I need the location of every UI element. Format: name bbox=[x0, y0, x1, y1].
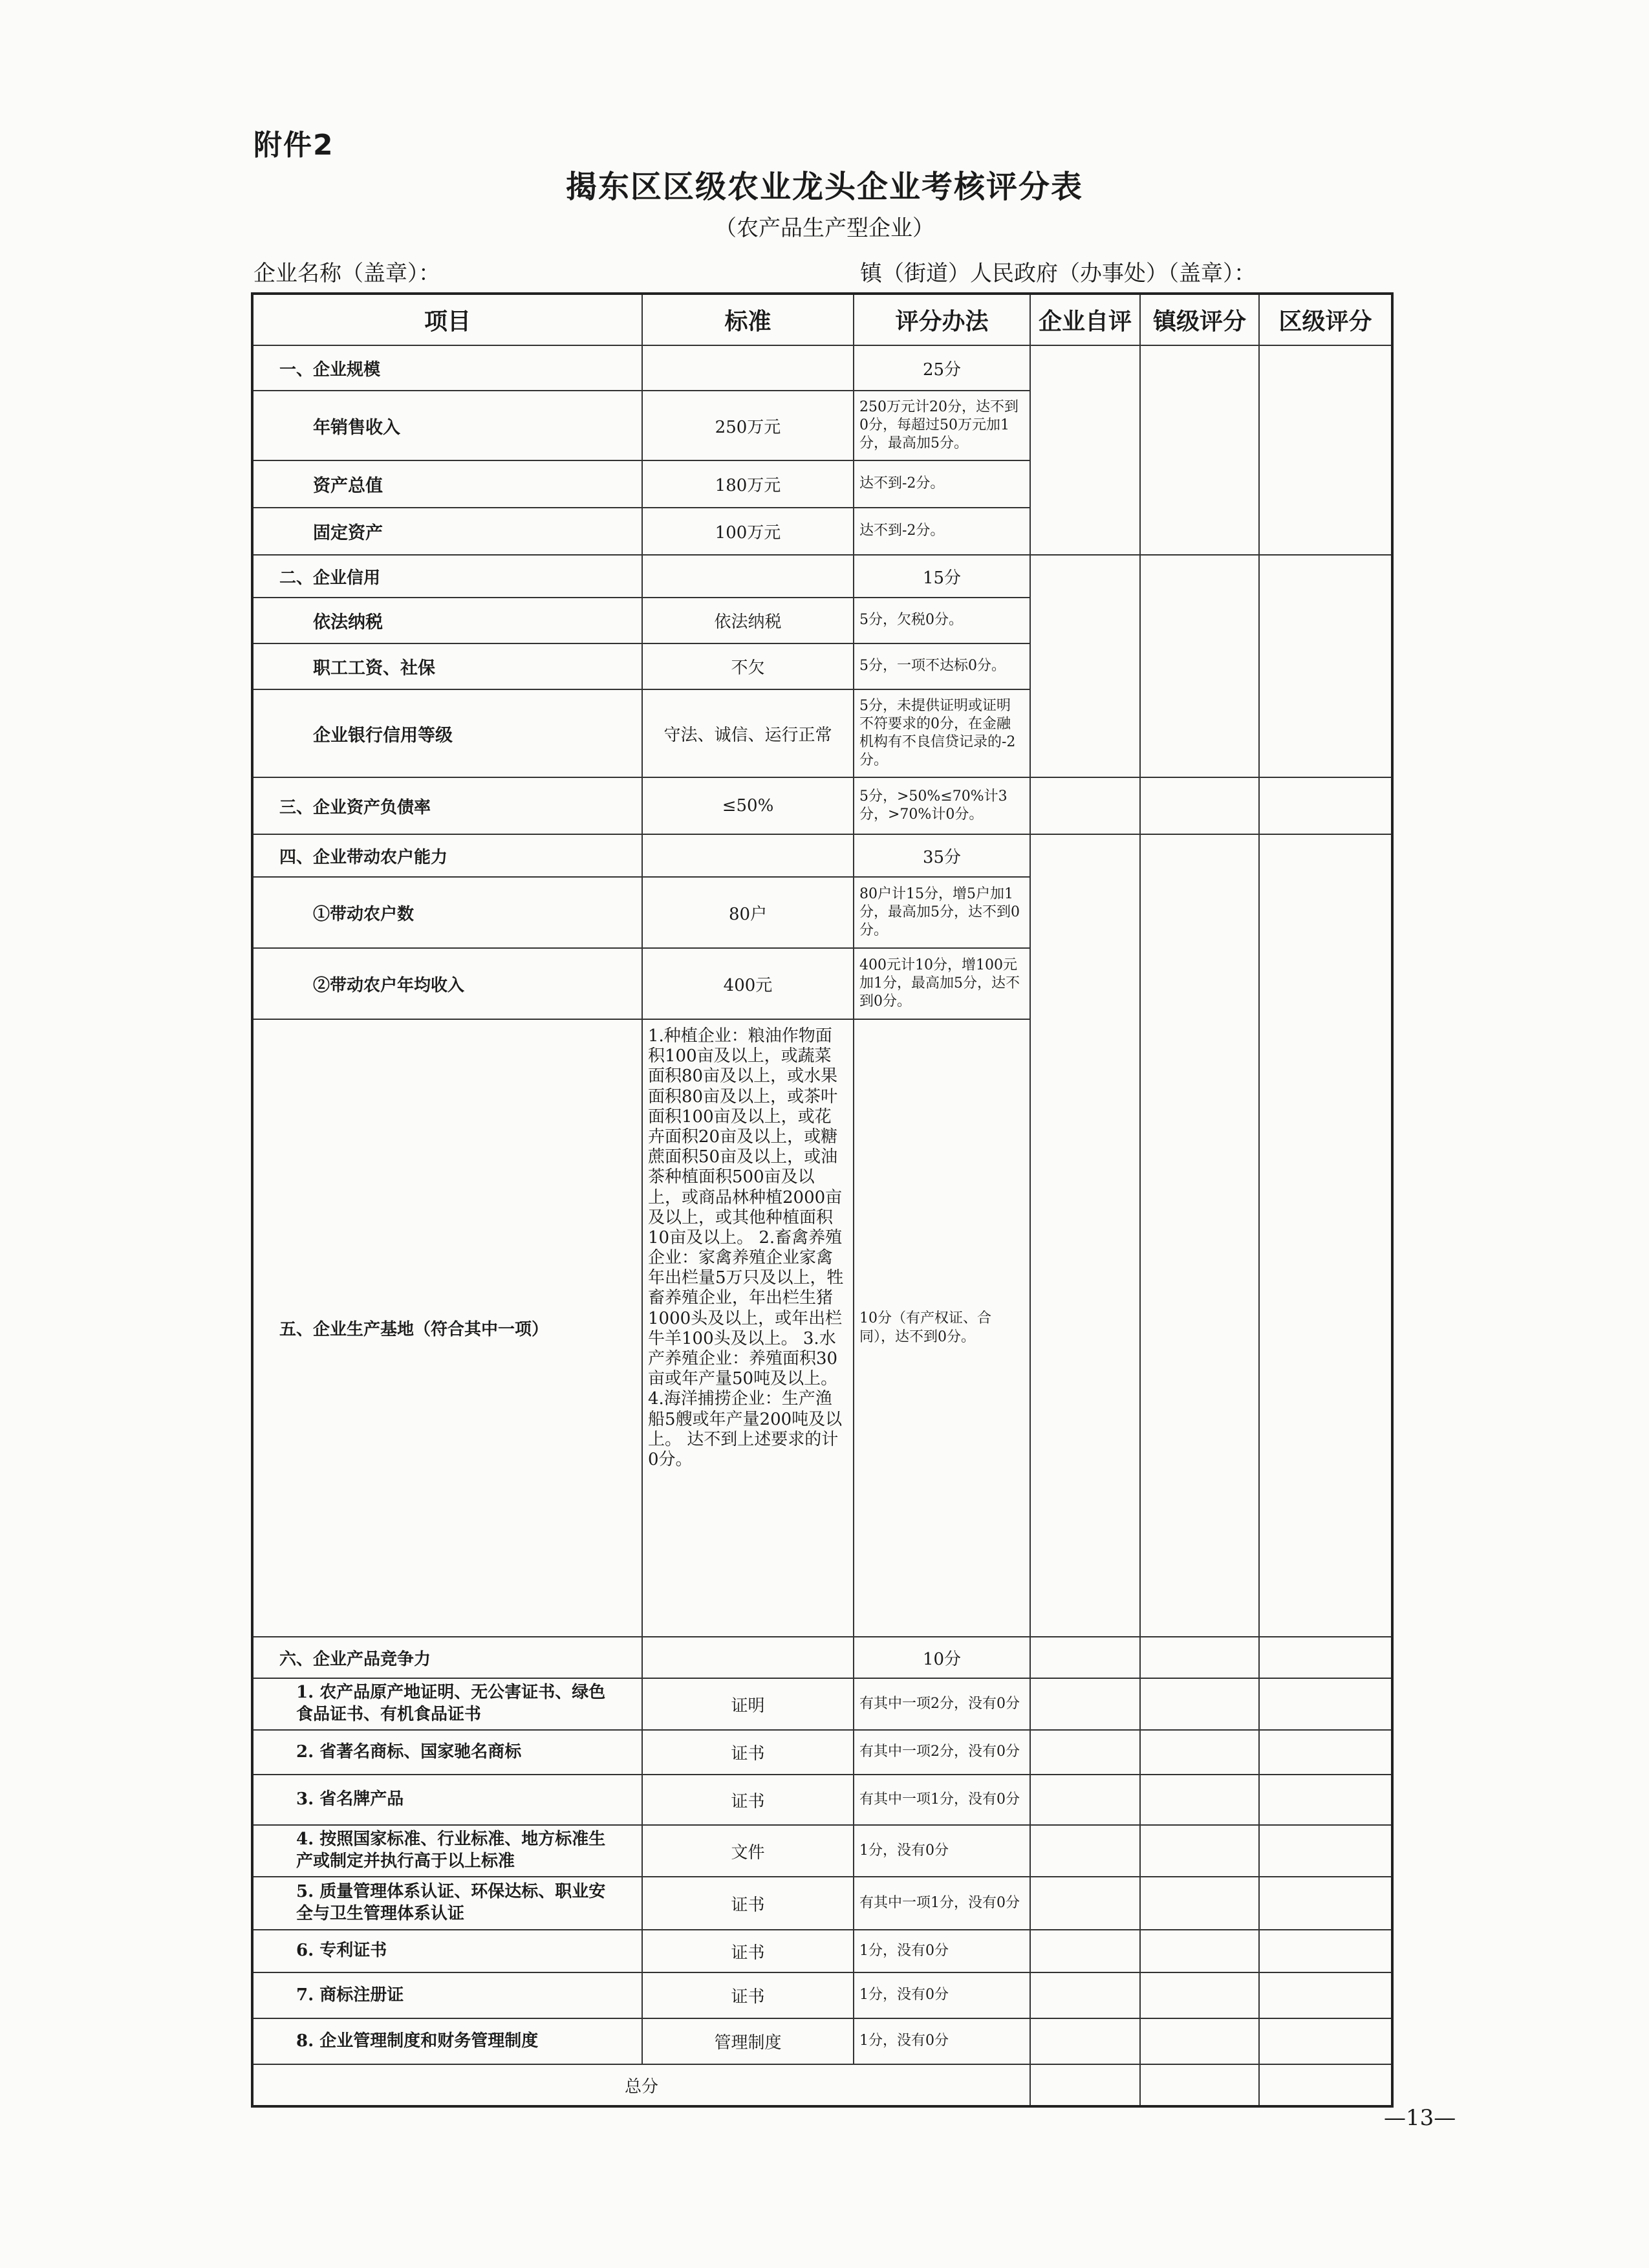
method-cell: 5分，>50%≤70%计3分，>70%计0分。 bbox=[854, 777, 1030, 834]
item-label: 依法纳税 bbox=[252, 598, 642, 643]
table-header-row bbox=[252, 294, 1392, 345]
self-score-input[interactable] bbox=[1030, 2018, 1140, 2064]
table-row bbox=[252, 1930, 1392, 1972]
standard-cell: ≤50% bbox=[642, 777, 854, 834]
self-score-input[interactable] bbox=[1030, 777, 1140, 834]
self-score-input[interactable] bbox=[1030, 1637, 1140, 1678]
self-score-input[interactable] bbox=[1030, 1825, 1140, 1877]
col-self-score-header: 企业自评 bbox=[1030, 294, 1140, 345]
town-score-input[interactable] bbox=[1140, 2018, 1259, 2064]
score-table bbox=[251, 292, 1394, 2108]
method-cell: 有其中一项2分，没有0分 bbox=[854, 1730, 1030, 1775]
self-score-input[interactable] bbox=[1030, 1775, 1140, 1825]
town-government-label: 镇（街道）人民政府（办事处）（盖章）： bbox=[860, 261, 1256, 286]
standard-cell: 80户 bbox=[642, 877, 854, 948]
section-title: 四、企业带动农户能力 bbox=[252, 834, 642, 877]
town-score-input[interactable] bbox=[1140, 1730, 1259, 1775]
district-score-input[interactable] bbox=[1259, 1775, 1392, 1825]
table-row bbox=[252, 777, 1392, 834]
item-label: 1. 农产品原产地证明、无公害证书、绿色食品证书、有机食品证书 bbox=[252, 1678, 642, 1730]
self-score-input[interactable] bbox=[1030, 1877, 1140, 1930]
town-score-input[interactable] bbox=[1140, 1637, 1259, 1678]
self-score-input[interactable] bbox=[1030, 1730, 1140, 1775]
section-score: 35分 bbox=[854, 834, 1030, 877]
standard-cell: 400元 bbox=[642, 948, 854, 1019]
method-cell: 达不到-2分。 bbox=[854, 460, 1030, 508]
col-district-score-header: 区级评分 bbox=[1259, 294, 1392, 345]
section-title: 六、企业产品竞争力 bbox=[252, 1637, 642, 1678]
standard-cell bbox=[642, 834, 854, 877]
item-label: 企业银行信用等级 bbox=[252, 689, 642, 777]
item-label: ②带动农户年均收入 bbox=[252, 948, 642, 1019]
standard-cell: 100万元 bbox=[642, 508, 854, 555]
standard-cell: 250万元 bbox=[642, 391, 854, 460]
col-item-header: 项目 bbox=[252, 294, 642, 345]
item-label: 固定资产 bbox=[252, 508, 642, 555]
method-cell: 1分，没有0分 bbox=[854, 1825, 1030, 1877]
total-row bbox=[252, 2064, 1392, 2106]
standard-cell: 证明 bbox=[642, 1678, 854, 1730]
method-cell: 1分，没有0分 bbox=[854, 1930, 1030, 1972]
page-number: —13— bbox=[1384, 2105, 1456, 2131]
item-label: 2. 省著名商标、国家驰名商标 bbox=[252, 1730, 642, 1775]
standard-cell: 证书 bbox=[642, 1730, 854, 1775]
standard-cell: 证书 bbox=[642, 1877, 854, 1930]
table-row bbox=[252, 1775, 1392, 1825]
section-title: 五、企业生产基地（符合其中一项） bbox=[252, 1019, 642, 1637]
town-score-input[interactable] bbox=[1140, 555, 1259, 777]
district-score-input[interactable] bbox=[1259, 1637, 1392, 1678]
table-row bbox=[252, 1678, 1392, 1730]
self-score-input[interactable] bbox=[1030, 1678, 1140, 1730]
standard-cell: 证书 bbox=[642, 1775, 854, 1825]
standard-cell: 不欠 bbox=[642, 643, 854, 689]
col-town-score-header: 镇级评分 bbox=[1140, 294, 1259, 345]
town-score-input[interactable] bbox=[1140, 1775, 1259, 1825]
section-score: 15分 bbox=[854, 555, 1030, 598]
col-method-header: 评分办法 bbox=[854, 294, 1030, 345]
self-score-input[interactable] bbox=[1030, 834, 1140, 1637]
method-cell: 5分，未提供证明或证明不符要求的0分，在金融机构有不良信贷记录的-2分。 bbox=[854, 689, 1030, 777]
town-score-input[interactable] bbox=[1140, 1825, 1259, 1877]
method-cell: 400元计10分，增100元加1分，最高加5分，达不到0分。 bbox=[854, 948, 1030, 1019]
table-row bbox=[252, 1730, 1392, 1775]
standard-cell: 守法、诚信、运行正常 bbox=[642, 689, 854, 777]
standard-cell: 证书 bbox=[642, 1972, 854, 2018]
table-row bbox=[252, 1972, 1392, 2018]
town-total-input[interactable] bbox=[1140, 2064, 1259, 2106]
town-score-input[interactable] bbox=[1140, 1972, 1259, 2018]
method-cell: 80户计15分，增5户加1分，最高加5分，达不到0分。 bbox=[854, 877, 1030, 948]
table-row bbox=[252, 1825, 1392, 1877]
table-row bbox=[252, 345, 1392, 391]
table-row bbox=[252, 1877, 1392, 1930]
item-label: ①带动农户数 bbox=[252, 877, 642, 948]
attachment-label: 附件2 bbox=[253, 129, 334, 162]
page-subtitle: （农产品生产型企业） bbox=[715, 215, 934, 241]
item-label: 资产总值 bbox=[252, 460, 642, 508]
method-cell: 1分，没有0分 bbox=[854, 2018, 1030, 2064]
section-title: 三、企业资产负债率 bbox=[252, 777, 642, 834]
total-label: 总分 bbox=[252, 2064, 1030, 2106]
item-label: 3. 省名牌产品 bbox=[252, 1775, 642, 1825]
standard-cell bbox=[642, 345, 854, 391]
item-label: 8. 企业管理制度和财务管理制度 bbox=[252, 2018, 642, 2064]
company-name-label: 企业名称（盖章）： bbox=[253, 261, 440, 286]
town-score-input[interactable] bbox=[1140, 777, 1259, 834]
standard-cell: 1.种植企业：粮油作物面积100亩及以上，或蔬菜面积80亩及以上，或水果面积80亩及以上，或茶叶面积100亩及以上，或花卉面积20亩及以上，或糖蔗面积50亩及以上，或油茶种植面积500亩及以上，或商品林种植2000亩及以上，或其他种植面积10亩及以上。 2.畜禽养殖企业：家禽养殖企业家禽年出栏量5万只及以上，牲畜养殖企业，年出栏生猪1000头及以上，或年出栏牛羊100头及以上。 3.水产养殖企业：养殖面积30亩或年产量50吨及以上。 4.海洋捕捞企业：生产渔船5艘或年产量200吨及以上。 达不到上述要求的计0分。 bbox=[642, 1019, 854, 1637]
district-score-input[interactable] bbox=[1259, 1825, 1392, 1877]
standard-cell: 180万元 bbox=[642, 460, 854, 508]
town-score-input[interactable] bbox=[1140, 345, 1259, 555]
method-cell: 5分，欠税0分。 bbox=[854, 598, 1030, 643]
col-standard-header: 标准 bbox=[642, 294, 854, 345]
method-cell: 10分（有产权证、合同），达不到0分。 bbox=[854, 1019, 1030, 1637]
section-score: 10分 bbox=[854, 1637, 1030, 1678]
page-title: 揭东区区级农业龙头企业考核评分表 bbox=[565, 169, 1083, 205]
district-score-input[interactable] bbox=[1259, 834, 1392, 1637]
standard-cell: 文件 bbox=[642, 1825, 854, 1877]
method-cell: 5分，一项不达标0分。 bbox=[854, 643, 1030, 689]
self-score-input[interactable] bbox=[1030, 555, 1140, 777]
method-cell: 有其中一项1分，没有0分 bbox=[854, 1775, 1030, 1825]
district-score-input[interactable] bbox=[1259, 1730, 1392, 1775]
section-score: 25分 bbox=[854, 345, 1030, 391]
town-score-input[interactable] bbox=[1140, 1678, 1259, 1730]
table-row bbox=[252, 834, 1392, 877]
item-label: 4. 按照国家标准、行业标准、地方标准生产或制定并执行高于以上标准 bbox=[252, 1825, 642, 1877]
district-score-input[interactable] bbox=[1259, 2018, 1392, 2064]
method-cell: 有其中一项2分，没有0分 bbox=[854, 1678, 1030, 1730]
self-score-input[interactable] bbox=[1030, 1972, 1140, 2018]
town-score-input[interactable] bbox=[1140, 1930, 1259, 1972]
district-score-input[interactable] bbox=[1259, 1678, 1392, 1730]
table-row bbox=[252, 2018, 1392, 2064]
district-total-input[interactable] bbox=[1259, 2064, 1392, 2106]
town-score-input[interactable] bbox=[1140, 1877, 1259, 1930]
table-row bbox=[252, 555, 1392, 598]
item-label: 职工工资、社保 bbox=[252, 643, 642, 689]
item-label: 年销售收入 bbox=[252, 391, 642, 460]
method-cell: 达不到-2分。 bbox=[854, 508, 1030, 555]
method-cell: 1分，没有0分 bbox=[854, 1972, 1030, 2018]
standard-cell bbox=[642, 1637, 854, 1678]
standard-cell bbox=[642, 555, 854, 598]
item-label: 7. 商标注册证 bbox=[252, 1972, 642, 2018]
self-score-input[interactable] bbox=[1030, 1930, 1140, 1972]
district-score-input[interactable] bbox=[1259, 1877, 1392, 1930]
method-cell: 250万元计20分，达不到0分，每超过50万元加1分，最高加5分。 bbox=[854, 391, 1030, 460]
section-title: 一、企业规模 bbox=[252, 345, 642, 391]
district-score-input[interactable] bbox=[1259, 555, 1392, 777]
district-score-input[interactable] bbox=[1259, 1972, 1392, 2018]
self-score-input[interactable] bbox=[1030, 345, 1140, 555]
standard-cell: 证书 bbox=[642, 1930, 854, 1972]
item-label: 6. 专利证书 bbox=[252, 1930, 642, 1972]
district-score-input[interactable] bbox=[1259, 777, 1392, 834]
section-title: 二、企业信用 bbox=[252, 555, 642, 598]
method-cell: 有其中一项1分，没有0分 bbox=[854, 1877, 1030, 1930]
town-score-input[interactable] bbox=[1140, 834, 1259, 1637]
table-row bbox=[252, 1637, 1392, 1678]
district-score-input[interactable] bbox=[1259, 345, 1392, 555]
self-total-input[interactable] bbox=[1030, 2064, 1140, 2106]
item-label: 5. 质量管理体系认证、环保达标、职业安全与卫生管理体系认证 bbox=[252, 1877, 642, 1930]
district-score-input[interactable] bbox=[1259, 1930, 1392, 1972]
standard-cell: 管理制度 bbox=[642, 2018, 854, 2064]
standard-cell: 依法纳税 bbox=[642, 598, 854, 643]
